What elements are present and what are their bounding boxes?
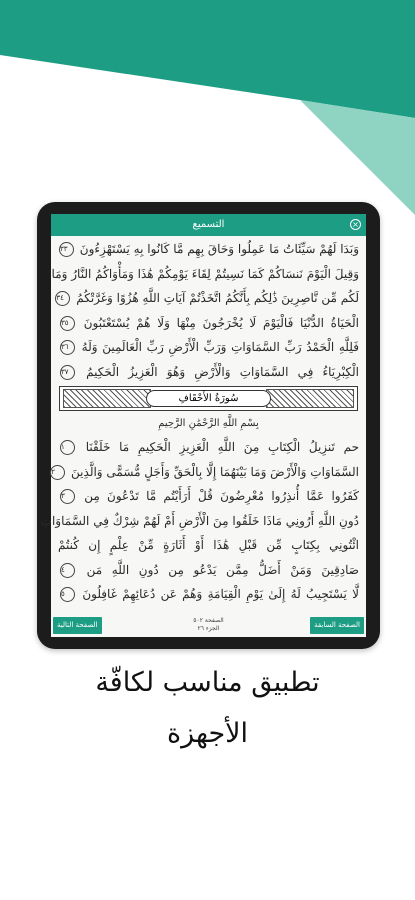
surah-ornament-icon [266, 389, 354, 408]
quran-line: السَّمَاوَاتِ وَالْأَرْضَ وَمَا بَيْنَهُمَا إِلَّا بِالْحَقِّ وَأَجَلٍ مُّسَمًّى وَالَّذِينَ ٢ [51, 464, 359, 479]
previous-page-button[interactable]: الصفحة السابقة [310, 617, 364, 634]
ayah-number: ٥ [60, 587, 75, 602]
ayah-number: ٣ [60, 489, 75, 504]
quran-line: حم تَنزِيلُ الْكِتَابِ مِنَ اللَّهِ الْعَزِيزِ الْحَكِيمِ مَا خَلَقْنَا ١ [61, 440, 359, 454]
ayah-number: ٣٦ [60, 340, 75, 355]
surah-ornament-icon [63, 389, 151, 408]
ayah-number: ٣٣ [59, 242, 74, 257]
ayah-number: ١ [60, 440, 75, 455]
mushaf-page [40, 237, 360, 615]
ayah-number: ٣٤ [55, 291, 70, 306]
tablet-device [37, 202, 380, 649]
basmala: بِسْمِ اللَّهِ الرَّحْمَٰنِ الرَّحِيمِ [158, 418, 259, 429]
tablet-screen [40, 214, 366, 637]
quran-line: صَادِقِينَ وَمَنْ أَضَلُّ مِمَّن يَدْعُو مِن دُونِ اللَّهِ مَن ٤ [61, 562, 359, 577]
ayah-number: ٤ [60, 563, 75, 578]
quran-line: الْحَيَاةُ الدُّنْيَا فَالْيَوْمَ لَا يُخْرَجُونَ مِنْهَا وَلَا هُمْ يُسْتَعْتَبُونَ ٣٥ [61, 315, 359, 330]
ayah-number: ٣٥ [60, 316, 75, 331]
page-number: الصفحة ٥٠٢ [193, 617, 224, 624]
headline-line-1: تطبيق مناسب لكافّة [95, 667, 320, 698]
next-page-button[interactable]: الصفحة التالية [53, 617, 102, 634]
surah-name: سُورَةُ الأَحْقَافِ [146, 390, 271, 407]
ayah-number: ٢ [50, 465, 65, 480]
quran-line: وَبَدَا لَهُمْ سَيِّئَاتُ مَا عَمِلُوا وَحَاقَ بِهِم مَّا كَانُوا بِهِ يَسْتَهْزِءُونَ ٣٣ [59, 242, 359, 256]
bottom-bar [51, 615, 366, 637]
quran-line: كَفَرُوا عَمَّا أُنذِرُوا مُعْرِضُونَ قُلْ أَرَأَيْتُم مَّا تَدْعُونَ مِن ٣ [61, 489, 359, 503]
top-bar [51, 214, 366, 236]
quran-line: الْكِبْرِيَاءُ فِي السَّمَاوَاتِ وَالْأَرْضِ وَهُوَ الْعَزِيزُ الْحَكِيمُ ٣٧ [61, 364, 359, 379]
surah-header [59, 386, 358, 411]
quran-line: ائْتُونِي بِكِتَابٍ مِّن قَبْلِ هَٰذَا أَوْ أَثَارَةٍ مِّنْ عِلْمٍ إِن كُنتُمْ [58, 538, 359, 552]
quran-line: لَّا يَسْتَجِيبُ لَهُ إِلَىٰ يَوْمِ الْقِيَامَةِ وَهُمْ عَن دُعَائِهِمْ غَافِلُونَ ٥ [61, 587, 359, 601]
top-bar-title: التسميع [192, 219, 225, 230]
ayah-number: ٣٧ [60, 365, 75, 380]
headline-line-2: الأجهزة [166, 718, 249, 749]
quran-line: لَكُم مِّن نَّاصِرِينَ ذَٰلِكُم بِأَنَّكُمُ اتَّخَذْتُمْ آيَاتِ اللَّهِ هُزُوًا وَغَرَّتْكُمُ ٣٤ [56, 291, 359, 305]
quran-line: دُونِ اللَّهِ أَرُونِي مَاذَا خَلَقُوا مِنَ الْأَرْضِ أَمْ لَهُمْ شِرْكٌ فِي السَّمَاوَاتِ [40, 513, 359, 528]
quran-line: فَلِلَّهِ الْحَمْدُ رَبِّ السَّمَاوَاتِ وَرَبِّ الْأَرْضِ رَبِّ الْعَالَمِينَ وَلَهُ ٣٦ [61, 340, 359, 354]
quran-line: وَقِيلَ الْيَوْمَ نَنسَاكُمْ كَمَا نَسِيتُمْ لِقَاءَ يَوْمِكُمْ هَٰذَا وَمَأْوَاكُمُ النَّارُ وَمَا [51, 266, 359, 281]
close-icon[interactable]: × [350, 219, 361, 230]
juz-number: الجزء ٢٦ [197, 625, 220, 632]
